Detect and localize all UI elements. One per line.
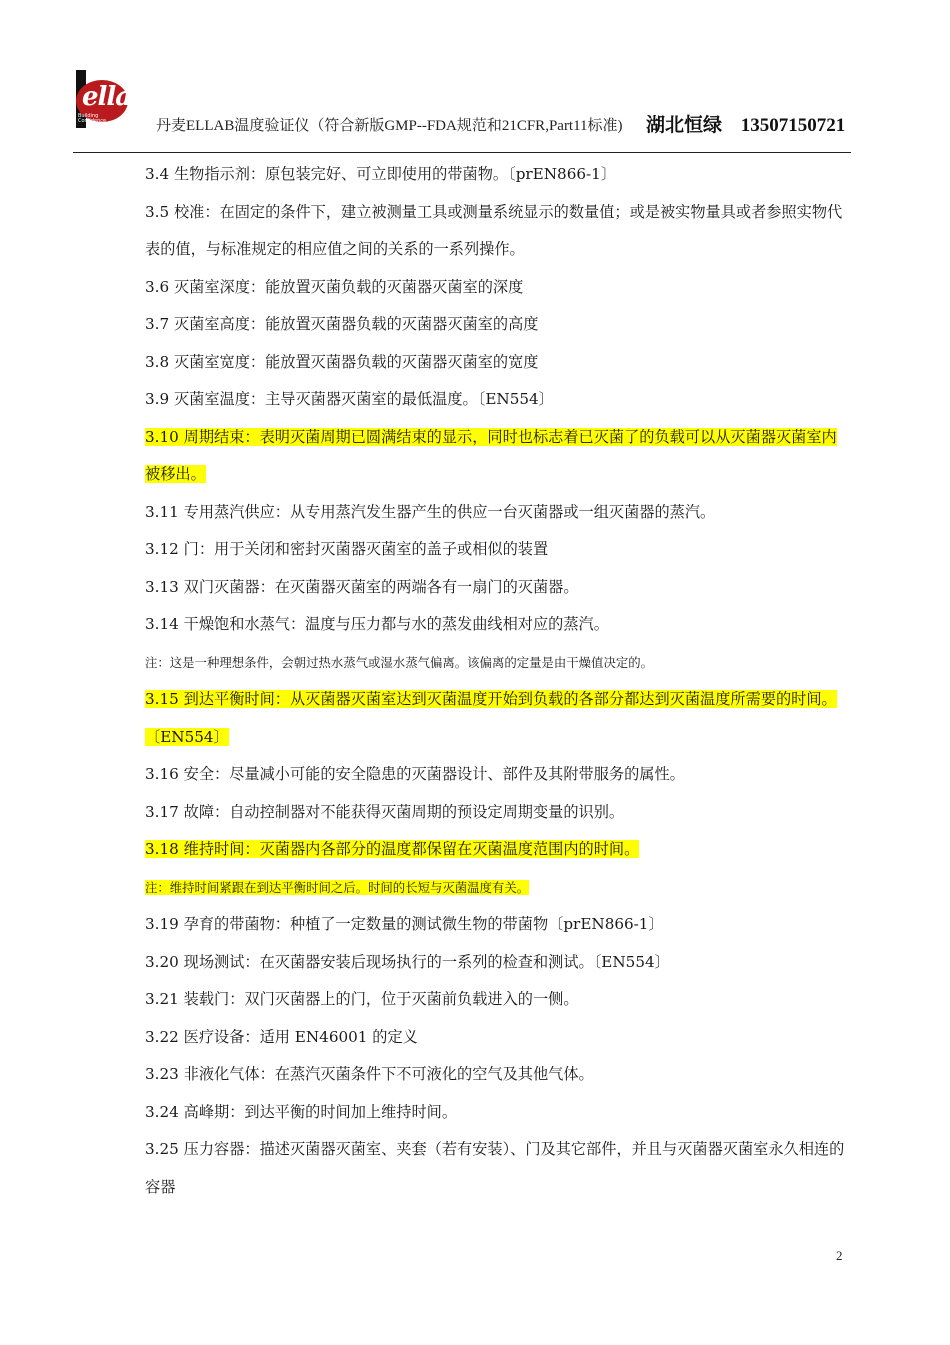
definition-paragraph xyxy=(145,1056,851,1094)
paragraph-text: 3.4 生物指示剂：原包装完好、可立即使用的带菌物。〔prEN866-1〕 xyxy=(145,165,617,183)
definition-paragraph xyxy=(145,831,851,869)
paragraph-text: 3.11 专用蒸汽供应：从专用蒸汽发生器产生的供应一台灭菌器或一组灭菌器的蒸汽。 xyxy=(145,502,716,521)
header-contact-text: 湖北恒绿 13507150721 xyxy=(646,115,846,136)
definition-paragraph xyxy=(145,156,851,194)
paragraph-text: 3.23 非液化气体：在蒸汽灭菌条件下不可液化的空气及其他气体。 xyxy=(145,1065,594,1083)
paragraph-text: 3.8 灭菌室宽度：能放置灭菌器负载的灭菌器灭菌室的宽度 xyxy=(145,352,539,371)
note-paragraph xyxy=(145,869,851,907)
paragraph-text: 3.20 现场测试：在灭菌器安装后现场执行的一系列的检查和测试。〔EN554〕 xyxy=(145,952,670,971)
definition-paragraph xyxy=(145,1094,851,1132)
paragraph-text: 注：这是一种理想条件，会朝过热水蒸气或湿水蒸气偏离。该偏离的定量是由干燥值决定的。 xyxy=(145,654,654,670)
logo-tagline: Building Confidence xyxy=(78,113,107,124)
paragraph-text: 3.6 灭菌室深度：能放置灭菌负载的灭菌器灭菌室的深度 xyxy=(145,277,524,296)
paragraph-text: 3.25 压力容器：描述灭菌器灭菌室、夹套（若有安装）、门及其它部件，并且与灭菌器灭菌室永久相连的容器 xyxy=(145,1140,845,1196)
definition-paragraph xyxy=(145,944,851,982)
header-product-text: 丹麦ELLAB温度验证仪（符合新版GMP--FDA规范和21CFR,Part11标准) xyxy=(156,118,623,134)
definition-paragraph xyxy=(145,1019,851,1057)
definition-paragraph xyxy=(145,494,851,532)
paragraph-text: 3.12 门：用于关闭和密封灭菌器灭菌室的盖子或相似的装置 xyxy=(145,540,549,558)
definition-paragraph xyxy=(145,981,851,1019)
definition-paragraph xyxy=(145,906,851,944)
ellab-logo xyxy=(74,70,149,130)
definition-paragraph xyxy=(145,794,851,832)
definition-paragraph xyxy=(145,531,851,569)
definition-paragraph xyxy=(145,569,851,607)
definition-paragraph xyxy=(145,606,851,644)
definition-paragraph xyxy=(145,306,851,344)
paragraph-text: 3.21 装载门：双门灭菌器上的门，位于灭菌前负载进入的一侧。 xyxy=(145,990,579,1008)
paragraph-text: 3.14 干燥饱和水蒸气：温度与压力都与水的蒸发曲线相对应的蒸汽。 xyxy=(145,615,609,633)
paragraph-text: 3.19 孕育的带菌物：种植了一定数量的测试微生物的带菌物〔prEN866-1〕 xyxy=(145,915,664,933)
paragraph-text: 3.7 灭菌室高度：能放置灭菌器负载的灭菌器灭菌室的高度 xyxy=(145,315,539,333)
note-paragraph xyxy=(145,644,851,682)
definition-paragraph xyxy=(145,194,851,269)
page-number: 2 xyxy=(836,1248,843,1263)
paragraph-text: 3.24 高峰期：到达平衡的时间加上维持时间。 xyxy=(145,1102,458,1121)
definition-paragraph xyxy=(145,756,851,794)
paragraph-text: 3.18 维持时间：灭菌器内各部分的温度都保留在灭菌温度范围内的时间。 xyxy=(145,840,640,858)
paragraph-text: 3.13 双门灭菌器：在灭菌器灭菌室的两端各有一扇门的灭菌器。 xyxy=(145,577,579,596)
paragraph-text: 3.22 医疗设备：适用 EN46001 的定义 xyxy=(145,1027,418,1046)
paragraph-text: 3.15 到达平衡时间：从灭菌器灭菌室达到灭菌温度开始到负载的各部分都达到灭菌温度所需要的时间。〔EN554〕 xyxy=(145,690,837,746)
definition-paragraph xyxy=(145,681,851,756)
logo-wordmark: ellab xyxy=(82,82,149,112)
definition-paragraph xyxy=(145,269,851,307)
paragraph-text: 3.17 故障：自动控制器对不能获得灭菌周期的预设定周期变量的识别。 xyxy=(145,802,625,821)
paragraph-text: 注：维持时间紧跟在到达平衡时间之后。时间的长短与灭菌温度有关。 xyxy=(145,879,530,895)
definition-paragraph xyxy=(145,381,851,419)
header-divider xyxy=(73,152,851,153)
definition-paragraph xyxy=(145,1131,851,1206)
paragraph-text: 3.10 周期结束：表明灭菌周期已圆满结束的显示，同时也标志着已灭菌了的负载可以从灭菌器灭菌室内被移出。 xyxy=(145,427,837,483)
definition-paragraph xyxy=(145,344,851,382)
document-body xyxy=(145,156,851,1206)
definition-paragraph xyxy=(145,419,851,494)
paragraph-text: 3.5 校准：在固定的条件下，建立被测量工具或测量系统显示的数量值；或是被实物量具或者参照实物代表的值，与标准规定的相应值之间的关系的一系列操作。 xyxy=(145,202,843,258)
paragraph-text: 3.16 安全：尽量减小可能的安全隐患的灭菌器设计、部件及其附带服务的属性。 xyxy=(145,765,685,783)
paragraph-text: 3.9 灭菌室温度：主导灭菌器灭菌室的最低温度。〔EN554〕 xyxy=(145,390,554,408)
